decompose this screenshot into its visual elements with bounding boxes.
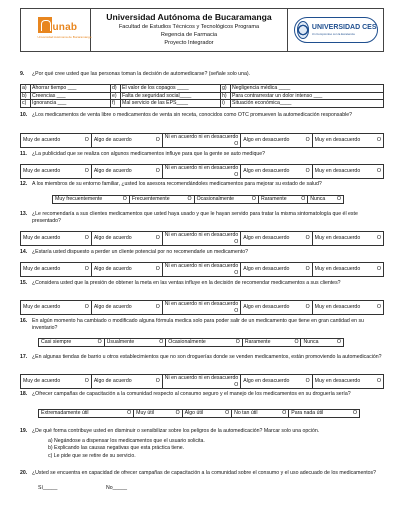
radio-circle-icon[interactable]: O <box>97 339 102 345</box>
question-16 <box>20 318 384 331</box>
scale-option[interactable]: Algo de acuerdo O <box>91 263 162 277</box>
table-row <box>21 165 384 179</box>
scale-option[interactable]: Muy en desacuerdo O <box>312 232 383 246</box>
question-number: 16. <box>20 318 28 324</box>
scale-option[interactable]: Nunca O <box>308 196 344 204</box>
table-row <box>21 85 384 93</box>
document-header <box>20 8 384 52</box>
radio-circle-icon[interactable]: O <box>155 304 160 311</box>
q13-scale <box>20 231 384 246</box>
question-number: 13. <box>20 211 28 217</box>
scale-option[interactable]: Nunca O <box>301 339 344 347</box>
radio-circle-icon[interactable]: O <box>234 140 239 147</box>
faculty-line: Facultad de Estudios Técnicos y Tecnológicos Programa <box>118 23 260 30</box>
radio-circle-icon[interactable]: O <box>305 235 310 242</box>
scale-option[interactable]: Algo de acuerdo O <box>91 232 162 246</box>
ces-logo-name: UNIVERSIDAD CES <box>311 23 377 31</box>
option-letter: g) <box>221 85 231 93</box>
question-15 <box>20 280 384 287</box>
table-row <box>21 263 384 277</box>
scale-option[interactable]: Frecuentemente O <box>129 196 194 204</box>
radio-circle-icon[interactable]: O <box>282 410 287 416</box>
unab-logo-word: unab <box>52 22 78 33</box>
scale-option[interactable]: Algo en desacuerdo O <box>241 375 312 389</box>
scale-option[interactable]: Muy útil O <box>134 410 183 418</box>
q10-scale <box>20 133 384 148</box>
table-row <box>53 196 344 204</box>
radio-circle-icon[interactable]: O <box>336 339 341 345</box>
option-g[interactable]: Negligencia médica ____ <box>231 85 384 93</box>
table-row <box>21 375 384 389</box>
radio-circle-icon[interactable]: O <box>155 378 160 385</box>
radio-circle-icon[interactable]: O <box>155 137 160 144</box>
scale-option[interactable]: Ni en acuerdo ni en desacuerdo O <box>162 165 241 179</box>
question-number: 18. <box>20 391 28 397</box>
radio-circle-icon[interactable]: O <box>376 378 381 385</box>
scale-option[interactable]: Ni en acuerdo ni en desacuerdo O <box>162 134 241 148</box>
scale-option[interactable]: Ni en acuerdo ni en desacuerdo O <box>162 375 241 389</box>
scale-option[interactable]: Muy frecuentemente O <box>53 196 130 204</box>
scale-option[interactable]: Extremadamente útil O <box>39 410 134 418</box>
scale-option[interactable]: Algo en desacuerdo O <box>241 232 312 246</box>
question-text: A los miembros de su entorno familiar, ¿usted los asesora recomendándoles medicamentos para mejorar su estado de salud? <box>32 181 322 187</box>
table-row <box>21 232 384 246</box>
radio-circle-icon[interactable]: O <box>336 196 341 202</box>
scale-option[interactable]: Ni en acuerdo ni en desacuerdo O <box>162 301 241 315</box>
scale-option[interactable]: Algo en desacuerdo O <box>241 134 312 148</box>
question-19 <box>20 428 384 459</box>
option-f[interactable]: Mal servicio de las EPS____ <box>121 100 221 108</box>
radio-circle-icon[interactable]: O <box>305 304 310 311</box>
project-line: Proyecto Integrador <box>164 39 214 46</box>
option-e[interactable]: Falta de seguridad social____ <box>121 92 221 100</box>
question-number: 12. <box>20 181 28 187</box>
radio-circle-icon[interactable]: O <box>84 235 89 242</box>
option-letter: i) <box>221 100 231 108</box>
table-row <box>21 301 384 315</box>
question-12 <box>20 181 384 188</box>
scale-option[interactable]: Algo útil O <box>182 410 231 418</box>
option-i[interactable]: Situación económica____ <box>231 100 384 108</box>
scale-option[interactable]: Algo en desacuerdo O <box>241 165 312 179</box>
option-b[interactable]: Creencias ___ <box>31 92 111 100</box>
scale-option[interactable]: Raramente O <box>242 339 301 347</box>
q14-scale <box>20 262 384 277</box>
scale-option[interactable]: Muy en desacuerdo O <box>312 301 383 315</box>
table-row <box>39 339 344 347</box>
question-number: 9. <box>20 71 25 77</box>
option-c[interactable]: Ignorancia ___ <box>31 100 111 108</box>
q16-scale <box>38 338 344 347</box>
scale-option[interactable]: Algo en desacuerdo O <box>241 301 312 315</box>
option-h[interactable]: Para contrarrestar un dolor intenso ___ <box>231 92 384 100</box>
scale-option[interactable]: Para nada útil O <box>289 410 360 418</box>
option-letter: d) <box>111 85 121 93</box>
radio-circle-icon[interactable]: O <box>175 410 180 416</box>
radio-circle-icon[interactable]: O <box>376 168 381 175</box>
scale-option[interactable]: Muy de acuerdo O <box>21 165 92 179</box>
radio-circle-icon[interactable]: O <box>84 378 89 385</box>
scale-option[interactable]: Muy en desacuerdo O <box>312 134 383 148</box>
university-title: Universidad Autónoma de Bucaramanga <box>106 12 272 22</box>
radio-circle-icon[interactable]: O <box>84 304 89 311</box>
option-letter: f) <box>111 100 121 108</box>
option-letter: c) <box>21 100 31 108</box>
option-d[interactable]: El valor de los copagos ____ <box>121 85 221 93</box>
question-10 <box>20 112 384 119</box>
unab-emblem-icon <box>38 17 52 33</box>
option-letter: h) <box>221 92 231 100</box>
question-text: En algún momento ha cambiado o modificado alguna fórmula medica solo para poder salir de un medicamento que tiene en gran cantidad en su inventario? <box>32 318 364 331</box>
radio-circle-icon[interactable]: O <box>234 238 239 245</box>
option-letter: a) <box>21 85 31 93</box>
scale-option[interactable]: Muy de acuerdo O <box>21 263 92 277</box>
radio-circle-icon[interactable]: O <box>155 235 160 242</box>
unab-logo-subtitle: Universidad Autónoma de Bucaramanga <box>37 35 92 39</box>
scale-option[interactable]: Muy en desacuerdo O <box>312 165 383 179</box>
ces-logo-tagline: Un Compromiso con la Excelencia <box>311 31 355 36</box>
radio-circle-icon[interactable]: O <box>376 266 381 273</box>
question-number: 17. <box>20 354 28 360</box>
scale-option[interactable]: Algo de acuerdo O <box>91 301 162 315</box>
question-number: 20. <box>20 470 28 476</box>
radio-circle-icon[interactable]: O <box>235 339 240 345</box>
question-text: ¿La publicidad que se realiza con algunos medicamentos influye para que la gente se auto medique? <box>32 151 266 157</box>
option-a[interactable]: Ahorrar tiempo ___ <box>31 85 111 93</box>
scale-option[interactable]: Ocasionalmente O <box>166 339 243 347</box>
question-text: ¿Usted se encuentra en capacidad de ofrecer campañas de capacitación a la comunidad sobre el consumo y el uso adecuado de los medicamentos? <box>32 470 377 476</box>
radio-circle-icon[interactable]: O <box>376 235 381 242</box>
question-18 <box>20 391 384 398</box>
question-text: ¿Por qué cree usted que las personas toman la decisión de automedicarse? (señale solo una). <box>32 71 251 77</box>
no-answer-field[interactable]: No_____ <box>106 484 128 491</box>
radio-circle-icon[interactable]: O <box>305 266 310 273</box>
scale-option[interactable]: Muy de acuerdo O <box>21 301 92 315</box>
program-line: Regencia de Farmacia <box>160 31 218 38</box>
radio-circle-icon[interactable]: O <box>122 196 127 202</box>
scale-option[interactable]: Muy en desacuerdo O <box>312 375 383 389</box>
table-row <box>39 410 360 418</box>
scale-option[interactable]: Muy de acuerdo O <box>21 134 92 148</box>
scale-option[interactable]: Algo de acuerdo O <box>91 375 162 389</box>
scale-option[interactable]: Ni en acuerdo ni en desacuerdo O <box>162 263 241 277</box>
radio-circle-icon[interactable]: O <box>84 266 89 273</box>
question-text: ¿De qué forma contribuye usted en disminuir o sensibilizar sobre los peligros de la automedicación? Marcar solo una opción. <box>32 428 320 434</box>
radio-circle-icon[interactable]: O <box>187 196 192 202</box>
ces-seal-icon <box>297 21 309 39</box>
q18-scale <box>38 409 360 418</box>
question-number: 15. <box>20 280 28 286</box>
question-number: 11. <box>20 151 27 157</box>
scale-option[interactable]: Algo en desacuerdo O <box>241 263 312 277</box>
radio-circle-icon[interactable]: O <box>234 307 239 314</box>
radio-circle-icon[interactable]: O <box>376 137 381 144</box>
q9-options-table <box>20 84 384 108</box>
option-a[interactable]: a) Negándose a dispensar los medicamentos que el usuario solicita. <box>48 437 205 444</box>
radio-circle-icon[interactable]: O <box>352 410 357 416</box>
table-row <box>21 134 384 148</box>
radio-circle-icon[interactable]: O <box>234 381 239 388</box>
question-11 <box>20 151 384 158</box>
question-text: ¿Le recomendaría a sus clientes medicamentos que usted haya usado y que le hayan servido para tratar la misma sintomatología que él este presentado? <box>32 211 358 224</box>
scale-option[interactable]: Raramente O <box>258 196 307 204</box>
radio-circle-icon[interactable]: O <box>301 196 306 202</box>
radio-circle-icon[interactable]: O <box>225 410 230 416</box>
table-row <box>21 92 384 100</box>
radio-circle-icon[interactable]: O <box>127 410 132 416</box>
radio-circle-icon[interactable]: O <box>234 269 239 276</box>
question-text: ¿Los medicamentos de venta libre o medicamentos de venta sin receta, conocidos como OTC promueven la automedicación responsable? <box>32 112 353 118</box>
scale-option[interactable]: Muy en desacuerdo O <box>312 263 383 277</box>
q12-scale <box>52 195 344 204</box>
radio-circle-icon[interactable]: O <box>305 168 310 175</box>
q11-scale <box>20 164 384 179</box>
radio-circle-icon[interactable]: O <box>159 339 164 345</box>
question-text: ¿Considera usted que la presión de obtener la meta en las ventas influye en la decisión de recomendar medicamentos a sus clientes? <box>32 280 341 286</box>
question-14 <box>20 249 384 256</box>
scale-option[interactable]: Muy de acuerdo O <box>21 375 92 389</box>
radio-circle-icon[interactable]: O <box>84 168 89 175</box>
scale-option[interactable]: Usualmente O <box>104 339 166 347</box>
radio-circle-icon[interactable]: O <box>305 378 310 385</box>
option-letter: b) <box>21 92 31 100</box>
question-text: ¿Ofrecer campañas de capacitación a la comunidad respecto al consumo seguro y el manejo de los medicamentos en su droguería sería? <box>32 391 351 397</box>
q15-scale <box>20 300 384 315</box>
q17-scale <box>20 374 384 389</box>
option-letter: e) <box>111 92 121 100</box>
question-number: 14. <box>20 249 28 255</box>
ces-logo <box>287 9 383 51</box>
option-c[interactable]: c) Le pide que se retire de su servicio. <box>48 452 136 459</box>
question-number: 19. <box>20 428 28 434</box>
option-b[interactable]: b) Explicando las causas negativas que esta práctica tiene. <box>48 445 185 451</box>
question-number: 10. <box>20 112 28 118</box>
unab-logo <box>21 9 91 51</box>
radio-circle-icon[interactable]: O <box>305 137 310 144</box>
question-text: ¿Estaría usted dispuesto a perder un cliente potencial por no recomendarle un medicamento? <box>32 249 248 255</box>
scale-option[interactable]: No tan útil O <box>232 410 289 418</box>
table-row <box>21 100 384 108</box>
scale-option[interactable]: Muy de acuerdo O <box>21 232 92 246</box>
question-13 <box>20 211 384 224</box>
scale-option[interactable]: Algo de acuerdo O <box>91 134 162 148</box>
radio-circle-icon[interactable]: O <box>294 339 299 345</box>
radio-circle-icon[interactable]: O <box>84 137 89 144</box>
question-17 <box>20 354 384 361</box>
question-text: ¿En algunas tiendas de barrio u otros establecimientos que no son droguerías donde se venden medicamentos, están promoviendo la automedicación? <box>32 354 382 360</box>
scale-option[interactable]: Ocasionalmente O <box>194 196 258 204</box>
radio-circle-icon[interactable]: O <box>155 168 160 175</box>
radio-circle-icon[interactable]: O <box>376 304 381 311</box>
radio-circle-icon[interactable]: O <box>155 266 160 273</box>
yes-answer-field[interactable]: Sí_____ <box>38 484 58 491</box>
question-9 <box>20 71 384 78</box>
radio-circle-icon[interactable]: O <box>234 171 239 178</box>
scale-option[interactable]: Casi siempre O <box>39 339 105 347</box>
question-20 <box>20 470 384 491</box>
header-text <box>91 9 287 51</box>
radio-circle-icon[interactable]: O <box>251 196 256 202</box>
scale-option[interactable]: Ni en acuerdo ni en desacuerdo O <box>162 232 241 246</box>
scale-option[interactable]: Algo de acuerdo O <box>91 165 162 179</box>
